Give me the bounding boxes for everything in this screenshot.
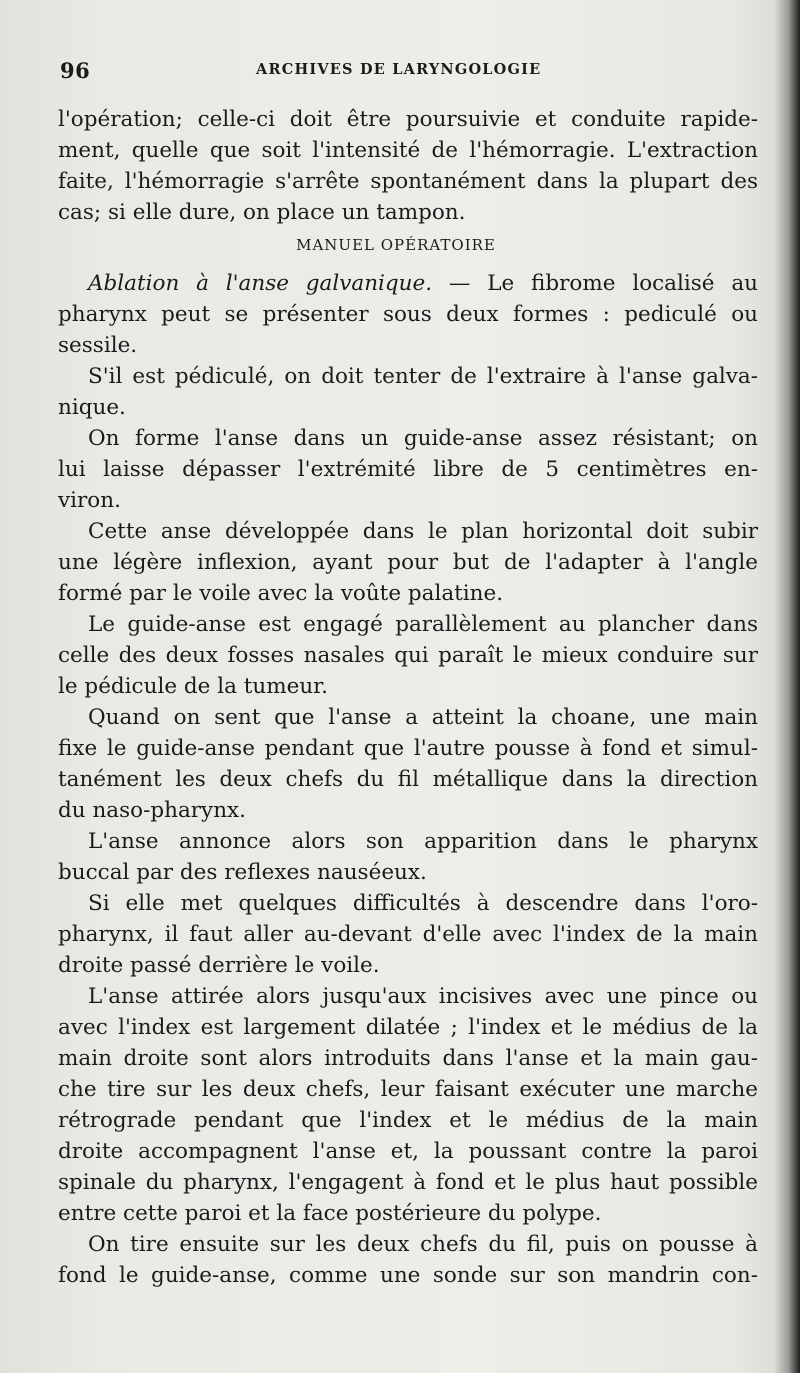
running-title: ARCHIVES DE LARYNGOLOGIE	[256, 61, 542, 78]
text-line: l'opération; celle-ci doit être poursuivie et conduite rapide-	[58, 107, 758, 132]
text-line: sessile.	[58, 333, 138, 358]
text-run: — Le fibrome localisé au	[432, 271, 758, 296]
text-line: viron.	[58, 488, 121, 513]
text-line: rétrograde pendant que l'index et le médius de la main	[58, 1108, 758, 1133]
page-header	[60, 56, 750, 90]
text-line: lui laisse dépasser l'extrémité libre de 5 centimètres en-	[58, 457, 758, 482]
text-line	[58, 268, 758, 299]
text-line: L'anse annonce alors son apparition dans le pharynx	[88, 829, 758, 854]
text-line: droite accompagnent l'anse et, la poussant contre la paroi	[58, 1139, 758, 1164]
text-line: fixe le guide-anse pendant que l'autre pousse à fond et simul-	[58, 736, 758, 761]
italic-run: Ablation à l'anse galvanique.	[88, 271, 433, 296]
text-line: On tire ensuite sur les deux chefs du fil, puis on pousse à	[88, 1232, 758, 1257]
text-line: On forme l'anse dans un guide-anse assez résistant; on	[88, 426, 758, 451]
text-line: une légère inflexion, ayant pour but de l'adapter à l'angle	[58, 550, 758, 575]
text-line: pharynx, il faut aller au-devant d'elle avec l'index de la main	[58, 922, 758, 947]
section-heading: MANUEL OPÉRATOIRE	[296, 236, 496, 254]
text-line: formé par le voile avec la voûte palatine.	[58, 581, 504, 606]
text-line: le pédicule de la tumeur.	[58, 674, 328, 699]
text-line: buccal par des reflexes nauséeux.	[58, 860, 427, 885]
page-body	[58, 104, 758, 1291]
text-line: che tire sur les deux chefs, leur faisant exécuter une marche	[58, 1077, 758, 1102]
text-line: Si elle met quelques difficultés à descendre dans l'oro-	[88, 891, 758, 916]
page-spine-shadow	[774, 0, 800, 1373]
text-line: du naso-pharynx.	[58, 798, 247, 823]
text-line: celle des deux fosses nasales qui paraît le mieux conduire sur	[58, 643, 758, 668]
text-line: droite passé derrière le voile.	[58, 953, 380, 978]
text-line: cas; si elle dure, on place un tampon.	[58, 200, 466, 225]
text-line: faite, l'hémorragie s'arrête spontanément dans la plupart des	[58, 169, 758, 194]
text-line: S'il est pédiculé, on doit tenter de l'extraire à l'anse galva-	[88, 364, 758, 389]
text-line: Le guide-anse est engagé parallèlement au plancher dans	[88, 612, 758, 637]
text-line: nique.	[58, 395, 126, 420]
text-line: entre cette paroi et la face postérieure du polype.	[58, 1201, 602, 1226]
text-line: avec l'index est largement dilatée ; l'index et le médius de la	[58, 1015, 758, 1040]
text-line: pharynx peut se présenter sous deux formes : pediculé ou	[58, 302, 758, 327]
text-line: Quand on sent que l'anse a atteint la choane, une main	[88, 705, 758, 730]
text-line: main droite sont alors introduits dans l'anse et la main gau-	[58, 1046, 758, 1071]
text-line: spinale du pharynx, l'engagent à fond et le plus haut possible	[58, 1170, 758, 1195]
text-line: tanément les deux chefs du fil métallique dans la direction	[58, 767, 758, 792]
text-line: Cette anse développée dans le plan horizontal doit subir	[88, 519, 758, 544]
text-line: ment, quelle que soit l'intensité de l'hémorragie. L'extraction	[58, 138, 758, 163]
text-line: fond le guide-anse, comme une sonde sur son mandrin con-	[58, 1263, 758, 1288]
text-line: L'anse attirée alors jusqu'aux incisives avec une pince ou	[88, 984, 758, 1009]
page-number: 96	[60, 58, 91, 83]
